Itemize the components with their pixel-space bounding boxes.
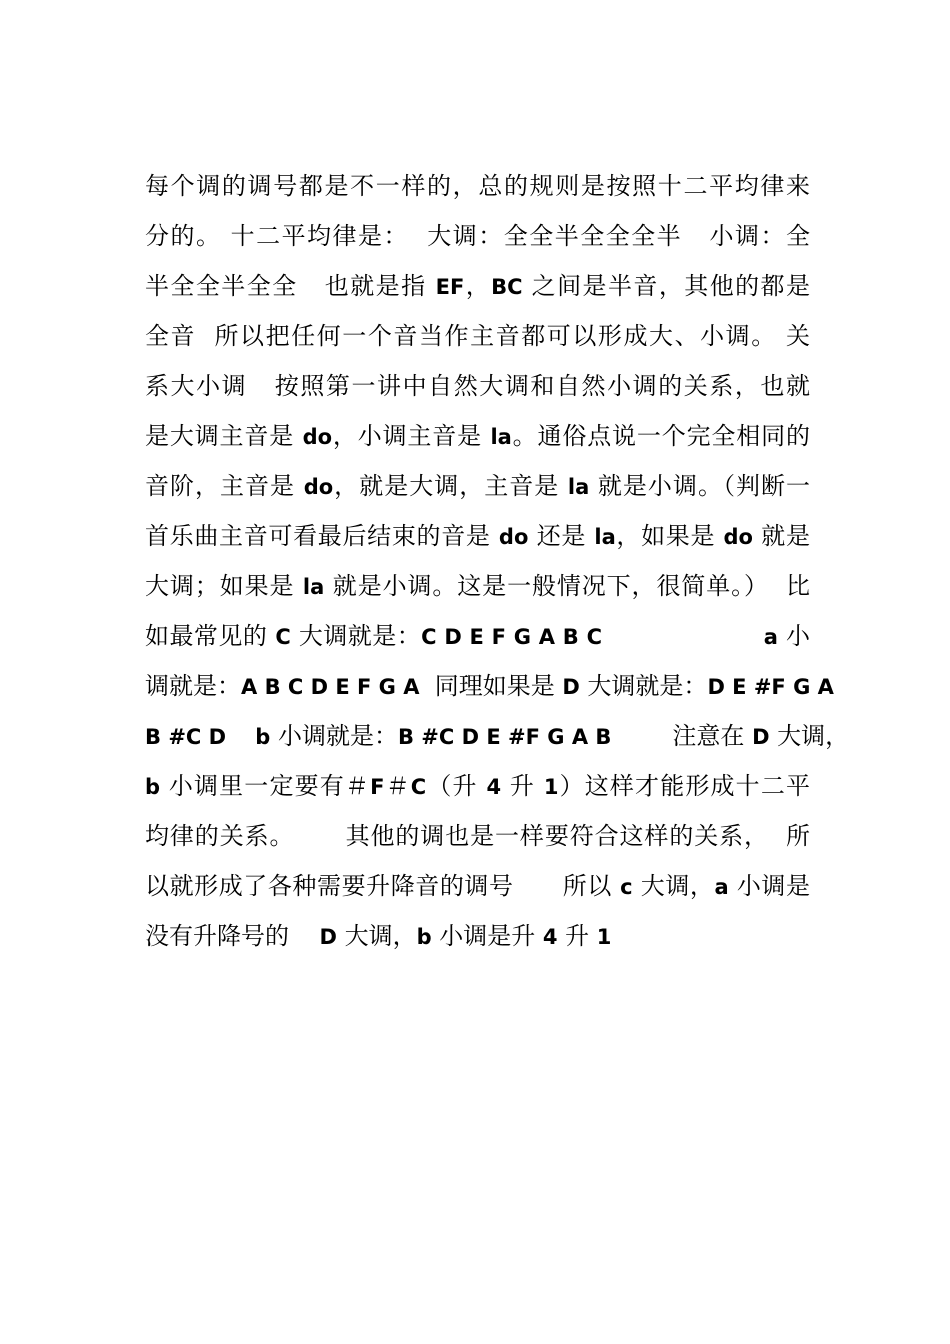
- text-line: [145, 611, 810, 661]
- text-segment: ，小调主音是: [332, 422, 491, 450]
- text-segment: 大调，: [769, 722, 850, 750]
- text-segment: ＃: [384, 772, 411, 800]
- latin-text-segment: C: [410, 775, 427, 799]
- text-segment: 以就形成了各种需要升降音的调号 所以: [145, 872, 621, 900]
- text-segment: 没有升降号的: [145, 922, 320, 950]
- latin-text-segment: 1: [543, 775, 559, 799]
- text-segment: 首乐曲主音可看最后结束的音是: [145, 522, 499, 550]
- text-segment: 大调就是：: [290, 622, 422, 650]
- latin-text-segment: B #C D E #F G A B: [397, 725, 612, 749]
- latin-text-segment: F: [370, 775, 385, 799]
- text-segment: 小调是升: [431, 922, 543, 950]
- text-segment: 同理如果是: [419, 672, 563, 700]
- text-segment: 升: [501, 772, 544, 800]
- text-line: [145, 461, 810, 511]
- latin-text-segment: 1: [596, 925, 612, 949]
- latin-text-segment: do: [498, 525, 529, 549]
- text-segment: （升: [426, 772, 487, 800]
- text-segment: 就是小调。（判断一: [589, 472, 810, 500]
- text-segment: 大调；如果是: [145, 572, 303, 600]
- text-line: [145, 311, 810, 361]
- text-segment: 调就是：: [145, 672, 241, 700]
- text-segment: 半全全半全全 也就是指: [145, 272, 436, 300]
- text-line: [145, 761, 810, 811]
- text-segment: [602, 622, 764, 650]
- text-line: [145, 561, 810, 611]
- text-line: [145, 861, 810, 911]
- text-segment: ，: [464, 272, 492, 300]
- latin-text-segment: D: [562, 675, 580, 699]
- latin-text-segment: EF: [435, 275, 465, 299]
- text-segment: 小调是: [728, 872, 810, 900]
- text-line: [145, 261, 810, 311]
- latin-text-segment: D: [319, 925, 337, 949]
- text-segment: 音阶，主音是: [145, 472, 304, 500]
- latin-text-segment: D E #F G A: [707, 675, 834, 699]
- latin-text-segment: la: [594, 525, 616, 549]
- text-segment: 全音 所以把任何一个音当作主音都可以形成大、小调。 关: [145, 322, 810, 350]
- text-segment: 如最常见的: [145, 622, 276, 650]
- latin-text-segment: C: [275, 625, 291, 649]
- text-segment: 注意在: [611, 722, 753, 750]
- text-line: [145, 411, 810, 461]
- text-segment: 就是小调。这是一般情况下，很简单。） 比: [324, 572, 810, 600]
- text-line: [145, 711, 850, 761]
- text-line: [145, 361, 810, 411]
- text-segment: 。通俗点说一个完全相同的: [511, 422, 810, 450]
- text-segment: ，就是大调，主音是: [333, 472, 568, 500]
- text-segment: 是大调主音是: [145, 422, 303, 450]
- text-segment: 之间是半音，其他的都是: [522, 272, 810, 300]
- latin-text-segment: b: [145, 775, 161, 799]
- latin-text-segment: a: [763, 625, 778, 649]
- latin-text-segment: la: [302, 575, 325, 599]
- text-segment: 小调里一定要有＃: [160, 772, 371, 800]
- text-segment: 升: [557, 922, 597, 950]
- latin-text-segment: 4: [542, 925, 558, 949]
- text-segment: ）这样才能形成十二平: [558, 772, 810, 800]
- text-segment: 大调，: [336, 922, 417, 950]
- text-line: [145, 211, 810, 261]
- latin-text-segment: A B C D E F G A: [241, 675, 420, 699]
- text-line: [145, 511, 810, 561]
- text-segment: 小: [777, 622, 810, 650]
- text-segment: 每个调的调号都是不一样的，总的规则是按照十二平均律来: [145, 172, 810, 200]
- latin-text-segment: B #C D b: [145, 725, 271, 749]
- latin-text-segment: la: [490, 425, 512, 449]
- latin-text-segment: b: [416, 925, 432, 949]
- latin-text-segment: D: [752, 725, 770, 749]
- text-line: [145, 811, 810, 861]
- latin-text-segment: do: [303, 475, 334, 499]
- body-text: [145, 161, 850, 961]
- latin-text-segment: do: [723, 525, 753, 549]
- latin-text-segment: do: [302, 425, 333, 449]
- text-line: [145, 161, 810, 211]
- latin-text-segment: BC: [491, 275, 523, 299]
- latin-text-segment: c: [620, 875, 633, 899]
- text-segment: 大调，: [632, 872, 715, 900]
- latin-text-segment: a: [714, 875, 729, 899]
- text-line: [145, 911, 810, 961]
- latin-text-segment: la: [567, 475, 590, 499]
- latin-text-segment: C D E F G A B C: [421, 625, 602, 649]
- latin-text-segment: 4: [486, 775, 502, 799]
- text-segment: 小调就是：: [270, 722, 398, 750]
- text-segment: 大调就是：: [579, 672, 708, 700]
- text-segment: 系大小调 按照第一讲中自然大调和自然小调的关系，也就: [145, 372, 810, 400]
- text-segment: 还是: [528, 522, 595, 550]
- text-segment: 分的。 十二平均律是： 大调：全全半全全全半 小调：全: [145, 222, 810, 250]
- text-line: [145, 661, 834, 711]
- text-segment: ，如果是: [615, 522, 724, 550]
- text-segment: 均律的关系。 其他的调也是一样要符合这样的关系， 所: [145, 822, 810, 850]
- text-segment: 就是: [752, 522, 810, 550]
